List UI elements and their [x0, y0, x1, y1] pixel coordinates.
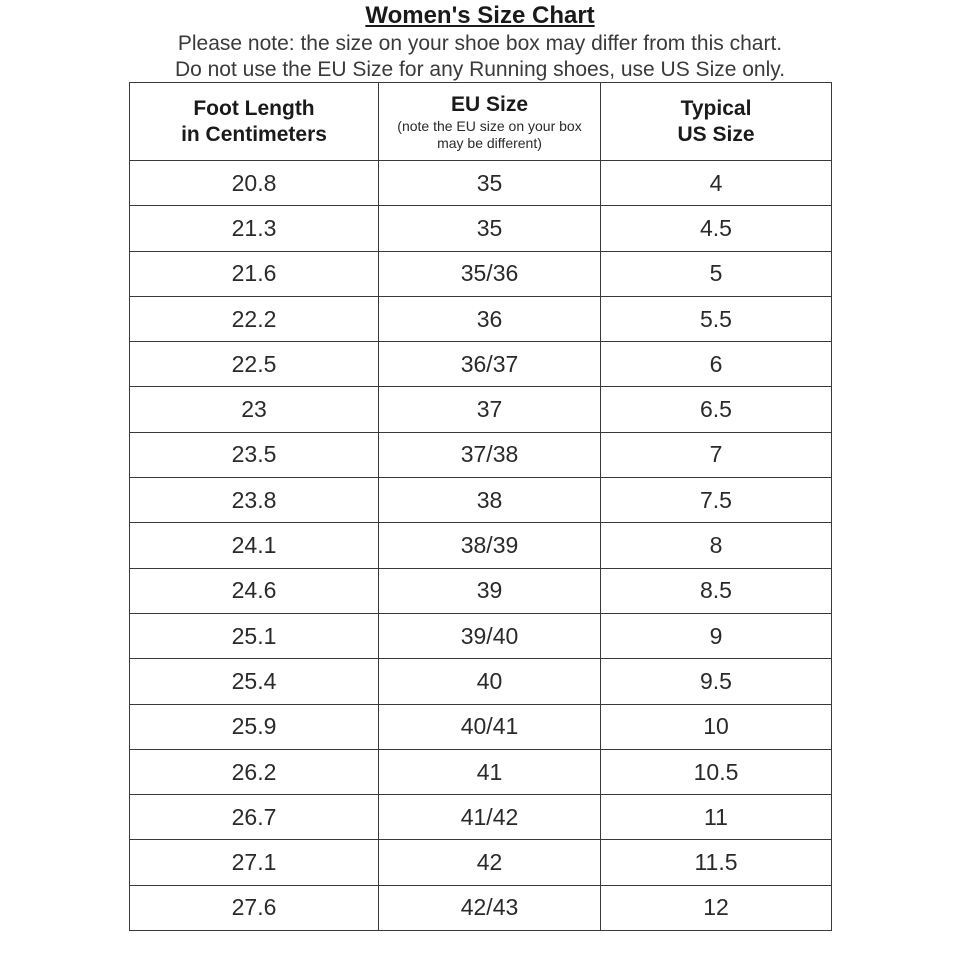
eu-size-cell: 42/43: [379, 885, 601, 930]
us-size-cell: 7: [601, 432, 832, 477]
table-row: [130, 885, 832, 930]
table-row: [130, 432, 832, 477]
header-foot-length: [130, 83, 379, 161]
us-size-cell: 5: [601, 251, 832, 296]
us-size-cell: 9: [601, 613, 832, 658]
table-row: [130, 161, 832, 206]
us-size-cell: 4: [601, 161, 832, 206]
table-row: [130, 795, 832, 840]
foot-length-cell: 21.3: [130, 206, 379, 251]
foot-length-cell: 22.5: [130, 342, 379, 387]
foot-length-cell: 23.8: [130, 478, 379, 523]
us-size-cell: 11.5: [601, 840, 832, 885]
foot-length-cell: 20.8: [130, 161, 379, 206]
eu-size-cell: 38: [379, 478, 601, 523]
table-body: [130, 161, 832, 931]
header-eu-size-note-line1: (note the EU size on your box: [397, 117, 582, 134]
table-row: [130, 296, 832, 341]
header-us-size-line1: Typical: [680, 96, 752, 120]
table-row: [130, 251, 832, 296]
foot-length-cell: 23: [130, 387, 379, 432]
note-box-size: Please note: the size on your shoe box may differ from this chart.: [177, 32, 783, 55]
eu-size-cell: 41: [379, 749, 601, 794]
eu-size-cell: 38/39: [379, 523, 601, 568]
us-size-cell: 5.5: [601, 296, 832, 341]
foot-length-cell: 26.2: [130, 749, 379, 794]
header-us-size: [601, 83, 832, 161]
foot-length-cell: 25.1: [130, 613, 379, 658]
page-title: Women's Size Chart: [365, 2, 595, 29]
foot-length-cell: 23.5: [130, 432, 379, 477]
us-size-cell: 9.5: [601, 659, 832, 704]
foot-length-cell: 24.6: [130, 568, 379, 613]
eu-size-cell: 36/37: [379, 342, 601, 387]
eu-size-cell: 40: [379, 659, 601, 704]
eu-size-cell: 35: [379, 206, 601, 251]
foot-length-cell: 21.6: [130, 251, 379, 296]
size-chart-table: [129, 82, 832, 931]
eu-size-cell: 39: [379, 568, 601, 613]
table-row: [130, 478, 832, 523]
us-size-cell: 10.5: [601, 749, 832, 794]
us-size-cell: 8: [601, 523, 832, 568]
header-foot-length-line2: in Centimeters: [181, 122, 327, 146]
us-size-cell: 6.5: [601, 387, 832, 432]
foot-length-cell: 22.2: [130, 296, 379, 341]
header-eu-size-note-line2: may be different): [437, 134, 542, 151]
header-eu-size-main: EU Size: [450, 92, 529, 116]
table-row: [130, 613, 832, 658]
us-size-cell: 12: [601, 885, 832, 930]
note-running-shoes: Do not use the EU Size for any Running shoes, use US Size only.: [174, 58, 786, 81]
us-size-cell: 8.5: [601, 568, 832, 613]
eu-size-cell: 37/38: [379, 432, 601, 477]
eu-size-cell: 39/40: [379, 613, 601, 658]
table-row: [130, 342, 832, 387]
header-us-size-line2: US Size: [677, 122, 755, 146]
eu-size-cell: 41/42: [379, 795, 601, 840]
header-foot-length-line1: Foot Length: [193, 96, 315, 120]
us-size-cell: 7.5: [601, 478, 832, 523]
table-header-row: [130, 83, 832, 161]
foot-length-cell: 25.4: [130, 659, 379, 704]
eu-size-cell: 35: [379, 161, 601, 206]
table-row: [130, 840, 832, 885]
table-row: [130, 206, 832, 251]
foot-length-cell: 25.9: [130, 704, 379, 749]
us-size-cell: 10: [601, 704, 832, 749]
eu-size-cell: 37: [379, 387, 601, 432]
us-size-cell: 11: [601, 795, 832, 840]
eu-size-cell: 42: [379, 840, 601, 885]
foot-length-cell: 26.7: [130, 795, 379, 840]
eu-size-cell: 40/41: [379, 704, 601, 749]
header-eu-size: [379, 83, 601, 161]
us-size-cell: 4.5: [601, 206, 832, 251]
foot-length-cell: 24.1: [130, 523, 379, 568]
table-row: [130, 387, 832, 432]
foot-length-cell: 27.6: [130, 885, 379, 930]
us-size-cell: 6: [601, 342, 832, 387]
eu-size-cell: 36: [379, 296, 601, 341]
table-row: [130, 749, 832, 794]
foot-length-cell: 27.1: [130, 840, 379, 885]
table-row: [130, 659, 832, 704]
table-row: [130, 704, 832, 749]
table-row: [130, 523, 832, 568]
eu-size-cell: 35/36: [379, 251, 601, 296]
table-row: [130, 568, 832, 613]
